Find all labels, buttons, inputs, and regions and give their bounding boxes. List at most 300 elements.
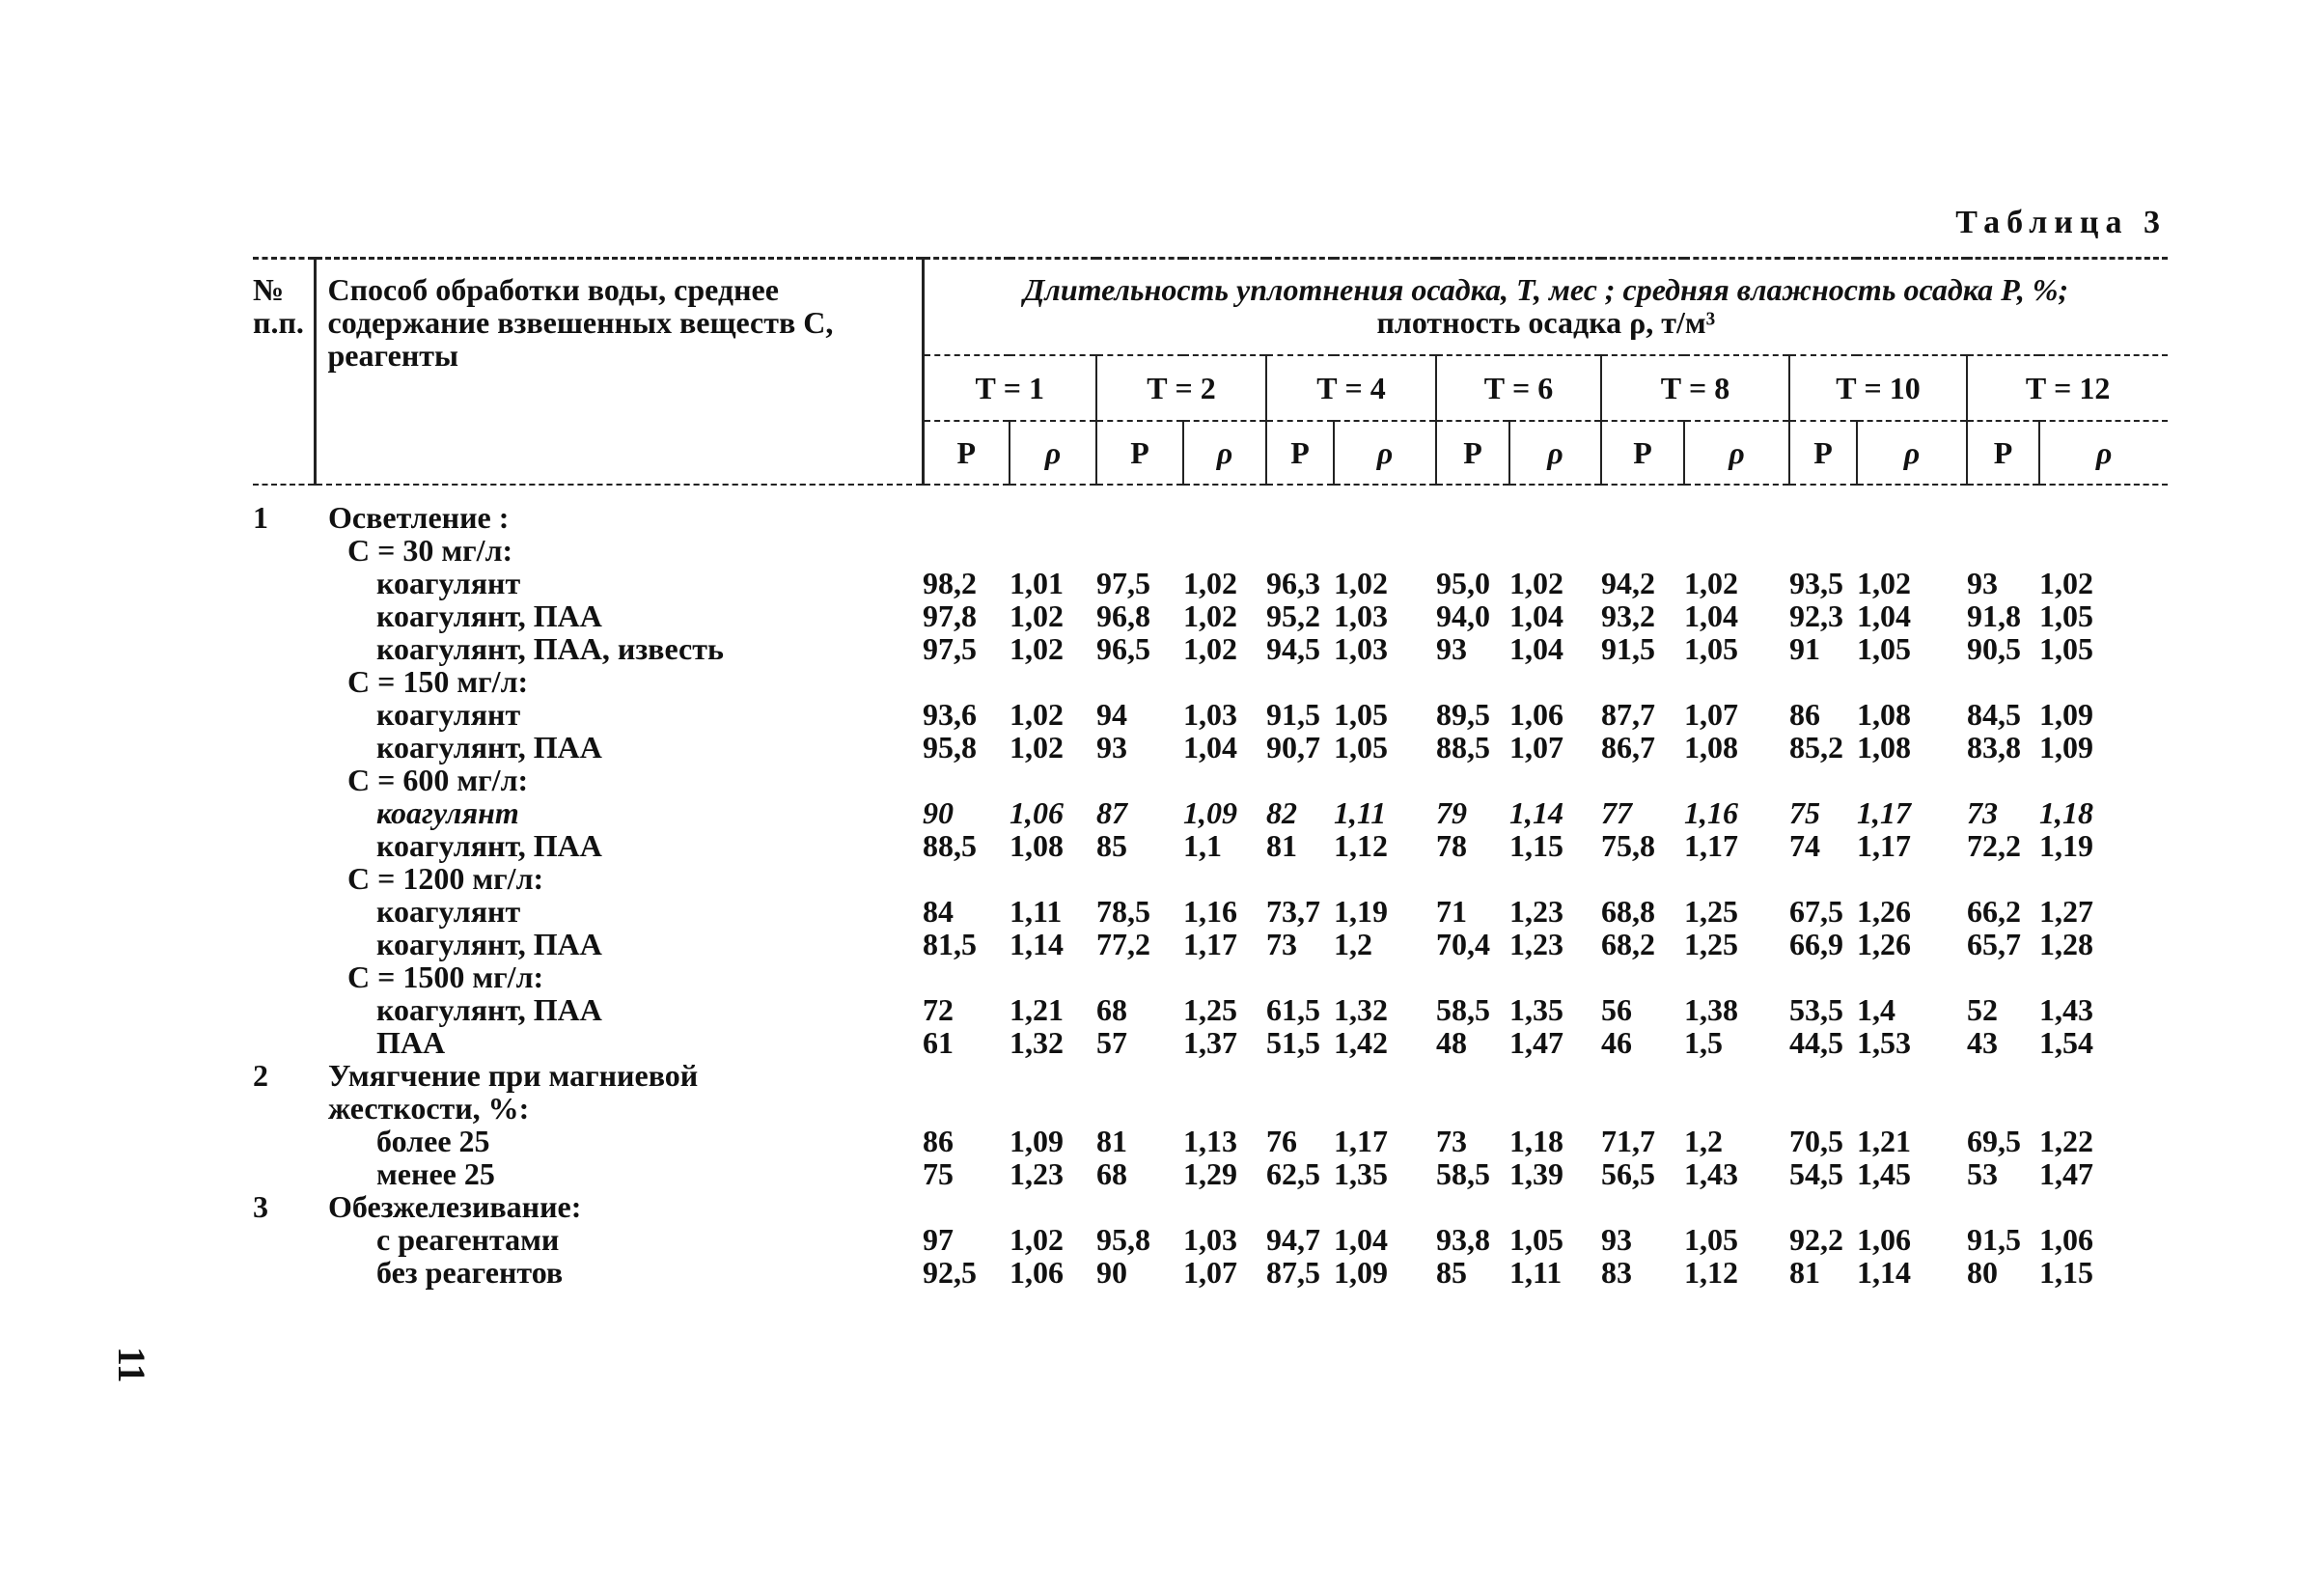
table-row [253,764,2168,796]
density-value [1334,960,1436,993]
density-value: 1,02 [1334,566,1388,600]
row-number [253,599,315,632]
density-header: ρ [1334,421,1436,485]
table-row [253,1190,2168,1223]
moisture-value: 84,5 [1967,697,2021,732]
moisture-value [1967,764,2039,796]
moisture-value [1436,485,1509,534]
moisture-value: 96,3 [1266,566,1320,600]
density-value: 1,5 [1684,1025,1723,1060]
moisture-value [1601,960,1684,993]
row-number [253,928,315,960]
density-value [1684,764,1789,796]
row-number [253,960,315,993]
moisture-value [1096,665,1183,698]
density-value: 1,03 [1334,631,1388,666]
density-value: 1,37 [1183,1025,1237,1060]
table-row [253,1125,2168,1157]
moisture-value: 77,2 [1096,927,1150,961]
density-value: 1,06 [1010,1255,1064,1290]
moisture-value [1266,764,1334,796]
moisture-value [1096,764,1183,796]
density-value [1010,1092,1096,1125]
moisture-value [1266,665,1334,698]
row-label: С = 30 мг/л: [347,533,513,568]
density-value: 1,32 [1334,992,1388,1027]
density-value: 1,17 [1857,795,1911,830]
moisture-value: 82 [1266,795,1297,830]
moisture-value: 57 [1096,1025,1127,1060]
moisture-value [1096,485,1183,534]
density-value: 1,04 [1509,598,1563,633]
row-label: коагулянт [376,566,521,600]
density-value: 1,02 [1010,697,1064,732]
moisture-value [1436,862,1509,895]
density-value: 1,17 [1334,1124,1388,1158]
moisture-value: 86 [923,1124,954,1158]
row-label: коагулянт [376,697,521,732]
density-value [1334,1092,1436,1125]
moisture-value: 94,5 [1266,631,1320,666]
moisture-value: 92,2 [1789,1222,1843,1257]
moisture-value [923,862,1010,895]
density-value [1183,1190,1266,1223]
density-value: 1,05 [1334,697,1388,732]
moisture-value [923,960,1010,993]
moisture-value: 87 [1096,795,1127,830]
row-number [253,731,315,764]
table-row [253,1223,2168,1256]
density-value [1183,485,1266,534]
moisture-value [1789,1092,1857,1125]
moisture-value: 68 [1096,1156,1127,1191]
row-number [253,1125,315,1157]
moisture-value: 83 [1601,1255,1632,1290]
density-value: 1,17 [1684,828,1738,863]
moisture-header: Р [1789,421,1857,485]
moisture-value: 44,5 [1789,1025,1843,1060]
table-row [253,796,2168,829]
density-value: 1,06 [1509,697,1563,732]
density-value: 1,05 [2039,598,2093,633]
moisture-value [1601,862,1684,895]
moisture-value: 94,2 [1601,566,1655,600]
moisture-value [923,1092,1010,1125]
header-method: Способ обработки воды, среднее содержание взвешенных веществ С, реагенты [315,259,923,486]
moisture-value [1601,764,1684,796]
moisture-value [1789,1190,1857,1223]
density-value [1684,960,1789,993]
row-label: Осветление : [328,500,510,535]
moisture-value [1789,534,1857,567]
density-value: 1,2 [1684,1124,1723,1158]
period-header: Т = 8 [1601,355,1789,421]
density-header: ρ [1010,421,1096,485]
density-value: 1,05 [1334,730,1388,765]
density-value: 1,23 [1010,1156,1064,1191]
density-value: 1,05 [1857,631,1911,666]
density-value: 1,05 [2039,631,2093,666]
density-value: 1,19 [2039,828,2093,863]
moisture-value: 90,5 [1967,631,2021,666]
moisture-value: 94,7 [1266,1222,1320,1257]
moisture-value: 53 [1967,1156,1998,1191]
moisture-value: 97,5 [1096,566,1150,600]
moisture-value [1096,1190,1183,1223]
density-value: 1,04 [1509,631,1563,666]
density-value: 1,35 [1334,1156,1388,1191]
table-row [253,485,2168,534]
density-value [1010,1059,1096,1092]
moisture-value [1967,1059,2039,1092]
density-value [1509,534,1601,567]
density-value: 1,38 [1684,992,1738,1027]
moisture-value [1601,485,1684,534]
table-row [253,960,2168,993]
moisture-value: 90 [1096,1255,1127,1290]
moisture-value: 69,5 [1967,1124,2021,1158]
moisture-value: 95,0 [1436,566,1490,600]
table-row [253,895,2168,928]
density-value: 1,14 [1010,927,1064,961]
density-value [1334,534,1436,567]
density-value [2039,665,2168,698]
moisture-value: 93,5 [1789,566,1843,600]
moisture-value [923,534,1010,567]
density-value [2039,534,2168,567]
moisture-value: 73,7 [1266,894,1320,929]
density-value: 1,09 [1334,1255,1388,1290]
row-number [253,1092,315,1125]
density-value: 1,06 [2039,1222,2093,1257]
density-value [1010,1190,1096,1223]
density-value: 1,39 [1509,1156,1563,1191]
density-value: 1,12 [1684,1255,1738,1290]
moisture-value [1436,960,1509,993]
density-value: 1,2 [1334,927,1372,961]
density-value: 1,23 [1509,894,1563,929]
header-duration [923,259,2168,356]
moisture-value [1967,862,2039,895]
moisture-value: 95,8 [1096,1222,1150,1257]
moisture-value: 96,5 [1096,631,1150,666]
moisture-value: 97 [923,1222,954,1257]
moisture-value [1266,960,1334,993]
density-value: 1,02 [1183,631,1237,666]
moisture-value: 74 [1789,828,1820,863]
moisture-value: 72 [923,992,954,1027]
moisture-value: 71,7 [1601,1124,1655,1158]
moisture-header: Р [1436,421,1509,485]
moisture-value [1436,665,1509,698]
density-value [1334,764,1436,796]
moisture-value: 65,7 [1967,927,2021,961]
period-header: Т = 6 [1436,355,1601,421]
moisture-value: 90,7 [1266,730,1320,765]
table-body [253,485,2168,1289]
moisture-value: 86 [1789,697,1820,732]
page-number: 11 [110,1347,153,1383]
row-number [253,895,315,928]
density-value: 1,53 [1857,1025,1911,1060]
density-value: 1,11 [1334,795,1387,830]
density-value [1857,485,1967,534]
row-number [253,1157,315,1190]
table-row [253,731,2168,764]
moisture-value: 72,2 [1967,828,2021,863]
moisture-value: 88,5 [923,828,977,863]
moisture-value: 73 [1967,795,1998,830]
row-label: коагулянт [376,795,519,830]
moisture-value: 75 [1789,795,1820,830]
moisture-value: 93,6 [923,697,977,732]
row-label: коагулянт, ПАА [376,828,602,863]
density-value: 1,21 [1010,992,1064,1027]
table-row [253,829,2168,862]
row-label: С = 600 мг/л: [347,763,529,797]
density-value [1010,665,1096,698]
row-number [253,862,315,895]
row-number [253,1223,315,1256]
density-value: 1,04 [1857,598,1911,633]
density-value [1334,862,1436,895]
moisture-header: Р [1601,421,1684,485]
density-value: 1,02 [1010,730,1064,765]
density-value [1183,665,1266,698]
moisture-value: 56 [1601,992,1632,1027]
density-value: 1,09 [1010,1124,1064,1158]
density-header: ρ [1509,421,1601,485]
density-value: 1,26 [1857,927,1911,961]
density-value: 1,42 [1334,1025,1388,1060]
row-number: 1 [253,500,268,535]
density-value [1857,862,1967,895]
density-value [1684,534,1789,567]
density-value [1334,1190,1436,1223]
density-value: 1,05 [1684,631,1738,666]
row-number [253,698,315,731]
density-value: 1,06 [1857,1222,1911,1257]
row-number [253,632,315,665]
density-value [1509,960,1601,993]
moisture-value [1436,764,1509,796]
density-value: 1,18 [1509,1124,1563,1158]
density-value: 1,15 [1509,828,1563,863]
density-value: 1,18 [2039,795,2093,830]
density-value: 1,02 [1010,598,1064,633]
moisture-value [1967,1190,2039,1223]
density-value: 1,17 [1183,927,1237,961]
moisture-value: 62,5 [1266,1156,1320,1191]
row-label: коагулянт, ПАА [376,927,602,961]
moisture-value [1967,534,2039,567]
moisture-value [1266,534,1334,567]
moisture-value [1436,1092,1509,1125]
density-value: 1,11 [1509,1255,1563,1290]
density-value [1857,665,1967,698]
moisture-value [1601,1092,1684,1125]
moisture-header: Р [923,421,1010,485]
density-value: 1,17 [1857,828,1911,863]
moisture-value: 91,8 [1967,598,2021,633]
period-header: Т = 2 [1096,355,1266,421]
moisture-value: 84 [923,894,954,929]
row-number [253,829,315,862]
moisture-value: 68 [1096,992,1127,1027]
moisture-value [1601,665,1684,698]
density-value [1509,764,1601,796]
moisture-value: 96,8 [1096,598,1150,633]
row-number: 2 [253,1058,268,1093]
moisture-value [1266,862,1334,895]
density-value: 1,25 [1684,894,1738,929]
density-value: 1,14 [1857,1255,1911,1290]
density-value: 1,45 [1857,1156,1911,1191]
moisture-value [1789,862,1857,895]
density-value: 1,28 [2039,927,2093,961]
moisture-value: 54,5 [1789,1156,1843,1191]
row-label: ПАА [376,1025,446,1060]
moisture-value [1601,1059,1684,1092]
moisture-value: 97,5 [923,631,977,666]
row-label: коагулянт, ПАА [376,730,602,765]
density-value: 1,09 [2039,697,2093,732]
density-value: 1,43 [1684,1156,1738,1191]
moisture-value [1266,485,1334,534]
moisture-value: 94 [1096,697,1127,732]
moisture-value: 94,0 [1436,598,1490,633]
period-header: Т = 4 [1266,355,1436,421]
density-value: 1,26 [1857,894,1911,929]
density-value [1183,534,1266,567]
moisture-value [1601,534,1684,567]
table-row [253,1157,2168,1190]
moisture-value: 93 [1967,566,1998,600]
density-value [2039,862,2168,895]
density-value [1509,485,1601,534]
moisture-value: 70,4 [1436,927,1490,961]
density-value: 1,29 [1183,1156,1237,1191]
moisture-value [1436,1059,1509,1092]
table-row [253,862,2168,895]
moisture-value: 66,9 [1789,927,1843,961]
density-value: 1,4 [1857,992,1895,1027]
density-value: 1,09 [1183,795,1237,830]
row-label: С = 1200 мг/л: [347,861,544,896]
moisture-value: 58,5 [1436,992,1490,1027]
moisture-value [923,764,1010,796]
table-row [253,1256,2168,1289]
density-value: 1,11 [1010,894,1063,929]
moisture-value: 58,5 [1436,1156,1490,1191]
moisture-value [1789,1059,1857,1092]
density-header: ρ [1857,421,1967,485]
density-value [1684,1190,1789,1223]
density-value: 1,43 [2039,992,2093,1027]
density-value [1010,862,1096,895]
moisture-header: Р [1967,421,2039,485]
density-value [1857,1190,1967,1223]
moisture-value [923,485,1010,534]
density-value: 1,02 [2039,566,2093,600]
row-label: Обезжелезивание: [328,1189,582,1224]
row-label: менее 25 [376,1156,495,1191]
density-value: 1,07 [1684,697,1738,732]
moisture-value: 85,2 [1789,730,1843,765]
moisture-value: 86,7 [1601,730,1655,765]
density-value: 1,22 [2039,1124,2093,1158]
moisture-value [1601,1190,1684,1223]
density-value [1010,960,1096,993]
moisture-value [1967,485,2039,534]
moisture-value [1096,862,1183,895]
moisture-value: 61 [923,1025,954,1060]
moisture-value [1096,1059,1183,1092]
row-number [253,534,315,567]
moisture-value: 93 [1436,631,1467,666]
density-value: 1,08 [1010,828,1064,863]
moisture-value: 91,5 [1967,1222,2021,1257]
density-value [1857,764,1967,796]
density-value: 1,27 [2039,894,2093,929]
moisture-value: 89,5 [1436,697,1490,732]
moisture-value: 91,5 [1266,697,1320,732]
density-header: ρ [2039,421,2168,485]
moisture-value [1266,1059,1334,1092]
moisture-value: 79 [1436,795,1467,830]
density-value [1010,485,1096,534]
moisture-value: 81,5 [923,927,977,961]
moisture-value: 90 [923,795,954,830]
moisture-value [1967,665,2039,698]
row-label: С = 150 мг/л: [347,664,529,699]
density-value [1857,534,1967,567]
moisture-value [1266,1190,1334,1223]
density-value [1857,1059,1967,1092]
density-value: 1,54 [2039,1025,2093,1060]
moisture-value: 52 [1967,992,1998,1027]
row-label: с реагентами [376,1222,560,1257]
moisture-value: 81 [1096,1124,1127,1158]
moisture-value: 61,5 [1266,992,1320,1027]
moisture-value [1967,1092,2039,1125]
row-number [253,993,315,1026]
density-value: 1,16 [1183,894,1237,929]
density-header: ρ [1183,421,1266,485]
moisture-value: 53,5 [1789,992,1843,1027]
moisture-value: 93,2 [1601,598,1655,633]
moisture-value: 92,5 [923,1255,977,1290]
table-row [253,993,2168,1026]
moisture-value: 73 [1266,927,1297,961]
row-number [253,665,315,698]
table-row [253,1092,2168,1125]
density-value: 1,02 [1183,566,1237,600]
moisture-value: 78,5 [1096,894,1150,929]
table-caption: Таблица 3 [1955,205,2167,240]
density-value: 1,04 [1183,730,1237,765]
density-value: 1,05 [1509,1222,1563,1257]
row-number [253,1026,315,1059]
density-value: 1,25 [1684,927,1738,961]
table-row [253,665,2168,698]
moisture-value: 83,8 [1967,730,2021,765]
moisture-value: 97,8 [923,598,977,633]
density-value [1509,665,1601,698]
density-value: 1,21 [1857,1124,1911,1158]
moisture-value [923,665,1010,698]
density-value: 1,09 [2039,730,2093,765]
